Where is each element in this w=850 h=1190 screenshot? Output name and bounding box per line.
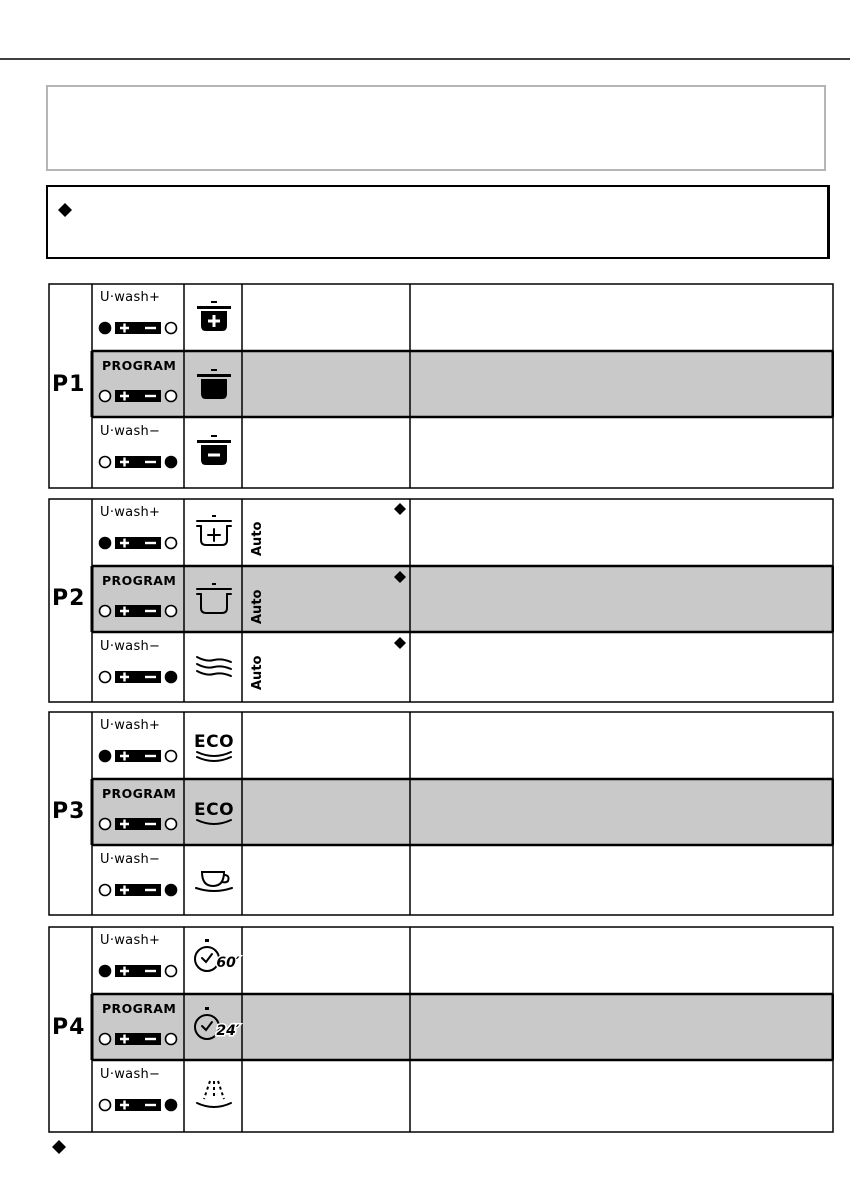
footnote-diamond-icon xyxy=(52,1140,66,1154)
svg-text:ECO: ECO xyxy=(193,732,235,752)
rinse-icon xyxy=(197,1081,231,1107)
row-name: PROGRAM xyxy=(102,1001,177,1016)
program-label: P2 xyxy=(52,586,86,611)
group-p1 xyxy=(48,283,834,488)
program-label: P3 xyxy=(52,799,86,824)
group-grid xyxy=(48,711,834,917)
note-box xyxy=(46,185,830,259)
led-indicator xyxy=(100,671,177,683)
led-indicator xyxy=(100,322,177,334)
program-label: P1 xyxy=(52,371,86,397)
pot-plus-outline-icon xyxy=(197,515,231,545)
led-indicator xyxy=(100,884,177,896)
eco-double-wave-icon xyxy=(194,732,234,761)
row-name: PROGRAM xyxy=(102,358,177,373)
row-name: U·wash+ xyxy=(100,933,161,948)
auto-label: Auto xyxy=(250,589,265,624)
diamond-icon xyxy=(394,637,406,649)
diamond-icon xyxy=(58,203,72,217)
led-indicator xyxy=(100,456,177,468)
pot-plus-filled-icon xyxy=(197,301,231,331)
auto-label: Auto xyxy=(250,655,265,690)
row-name: PROGRAM xyxy=(102,786,177,801)
row-name: U·wash− xyxy=(100,639,161,654)
group-p3 xyxy=(48,711,834,915)
waves-icon xyxy=(197,657,231,676)
svg-text:60′: 60′ xyxy=(216,955,240,971)
row-name: U·wash+ xyxy=(100,718,161,733)
led-indicator xyxy=(100,965,177,977)
program-label: P4 xyxy=(52,1015,86,1040)
row-name: U·wash+ xyxy=(100,290,161,305)
row-name: U·wash− xyxy=(100,1067,161,1082)
group-grid xyxy=(48,498,834,704)
auto-label: Auto xyxy=(250,521,265,556)
led-indicator xyxy=(100,537,177,549)
cup-icon xyxy=(196,872,232,891)
led-indicator xyxy=(100,1099,177,1111)
highlight-row xyxy=(92,566,833,632)
led-indicator xyxy=(100,750,177,762)
timer-60-icon xyxy=(195,939,240,971)
group-p2 xyxy=(48,498,834,702)
svg-text:24′: 24′ xyxy=(216,1023,240,1039)
group-p4 xyxy=(48,926,834,1132)
diamond-icon xyxy=(394,503,406,515)
group-grid xyxy=(48,926,834,1134)
row-name: U·wash− xyxy=(100,852,161,867)
group-grid xyxy=(48,283,834,490)
row-name: U·wash+ xyxy=(100,505,161,520)
svg-text:ECO: ECO xyxy=(193,800,235,820)
pot-minus-filled-icon xyxy=(197,435,231,465)
info-box-empty xyxy=(46,85,826,171)
row-name: PROGRAM xyxy=(102,573,177,588)
row-name: U·wash− xyxy=(100,424,161,439)
